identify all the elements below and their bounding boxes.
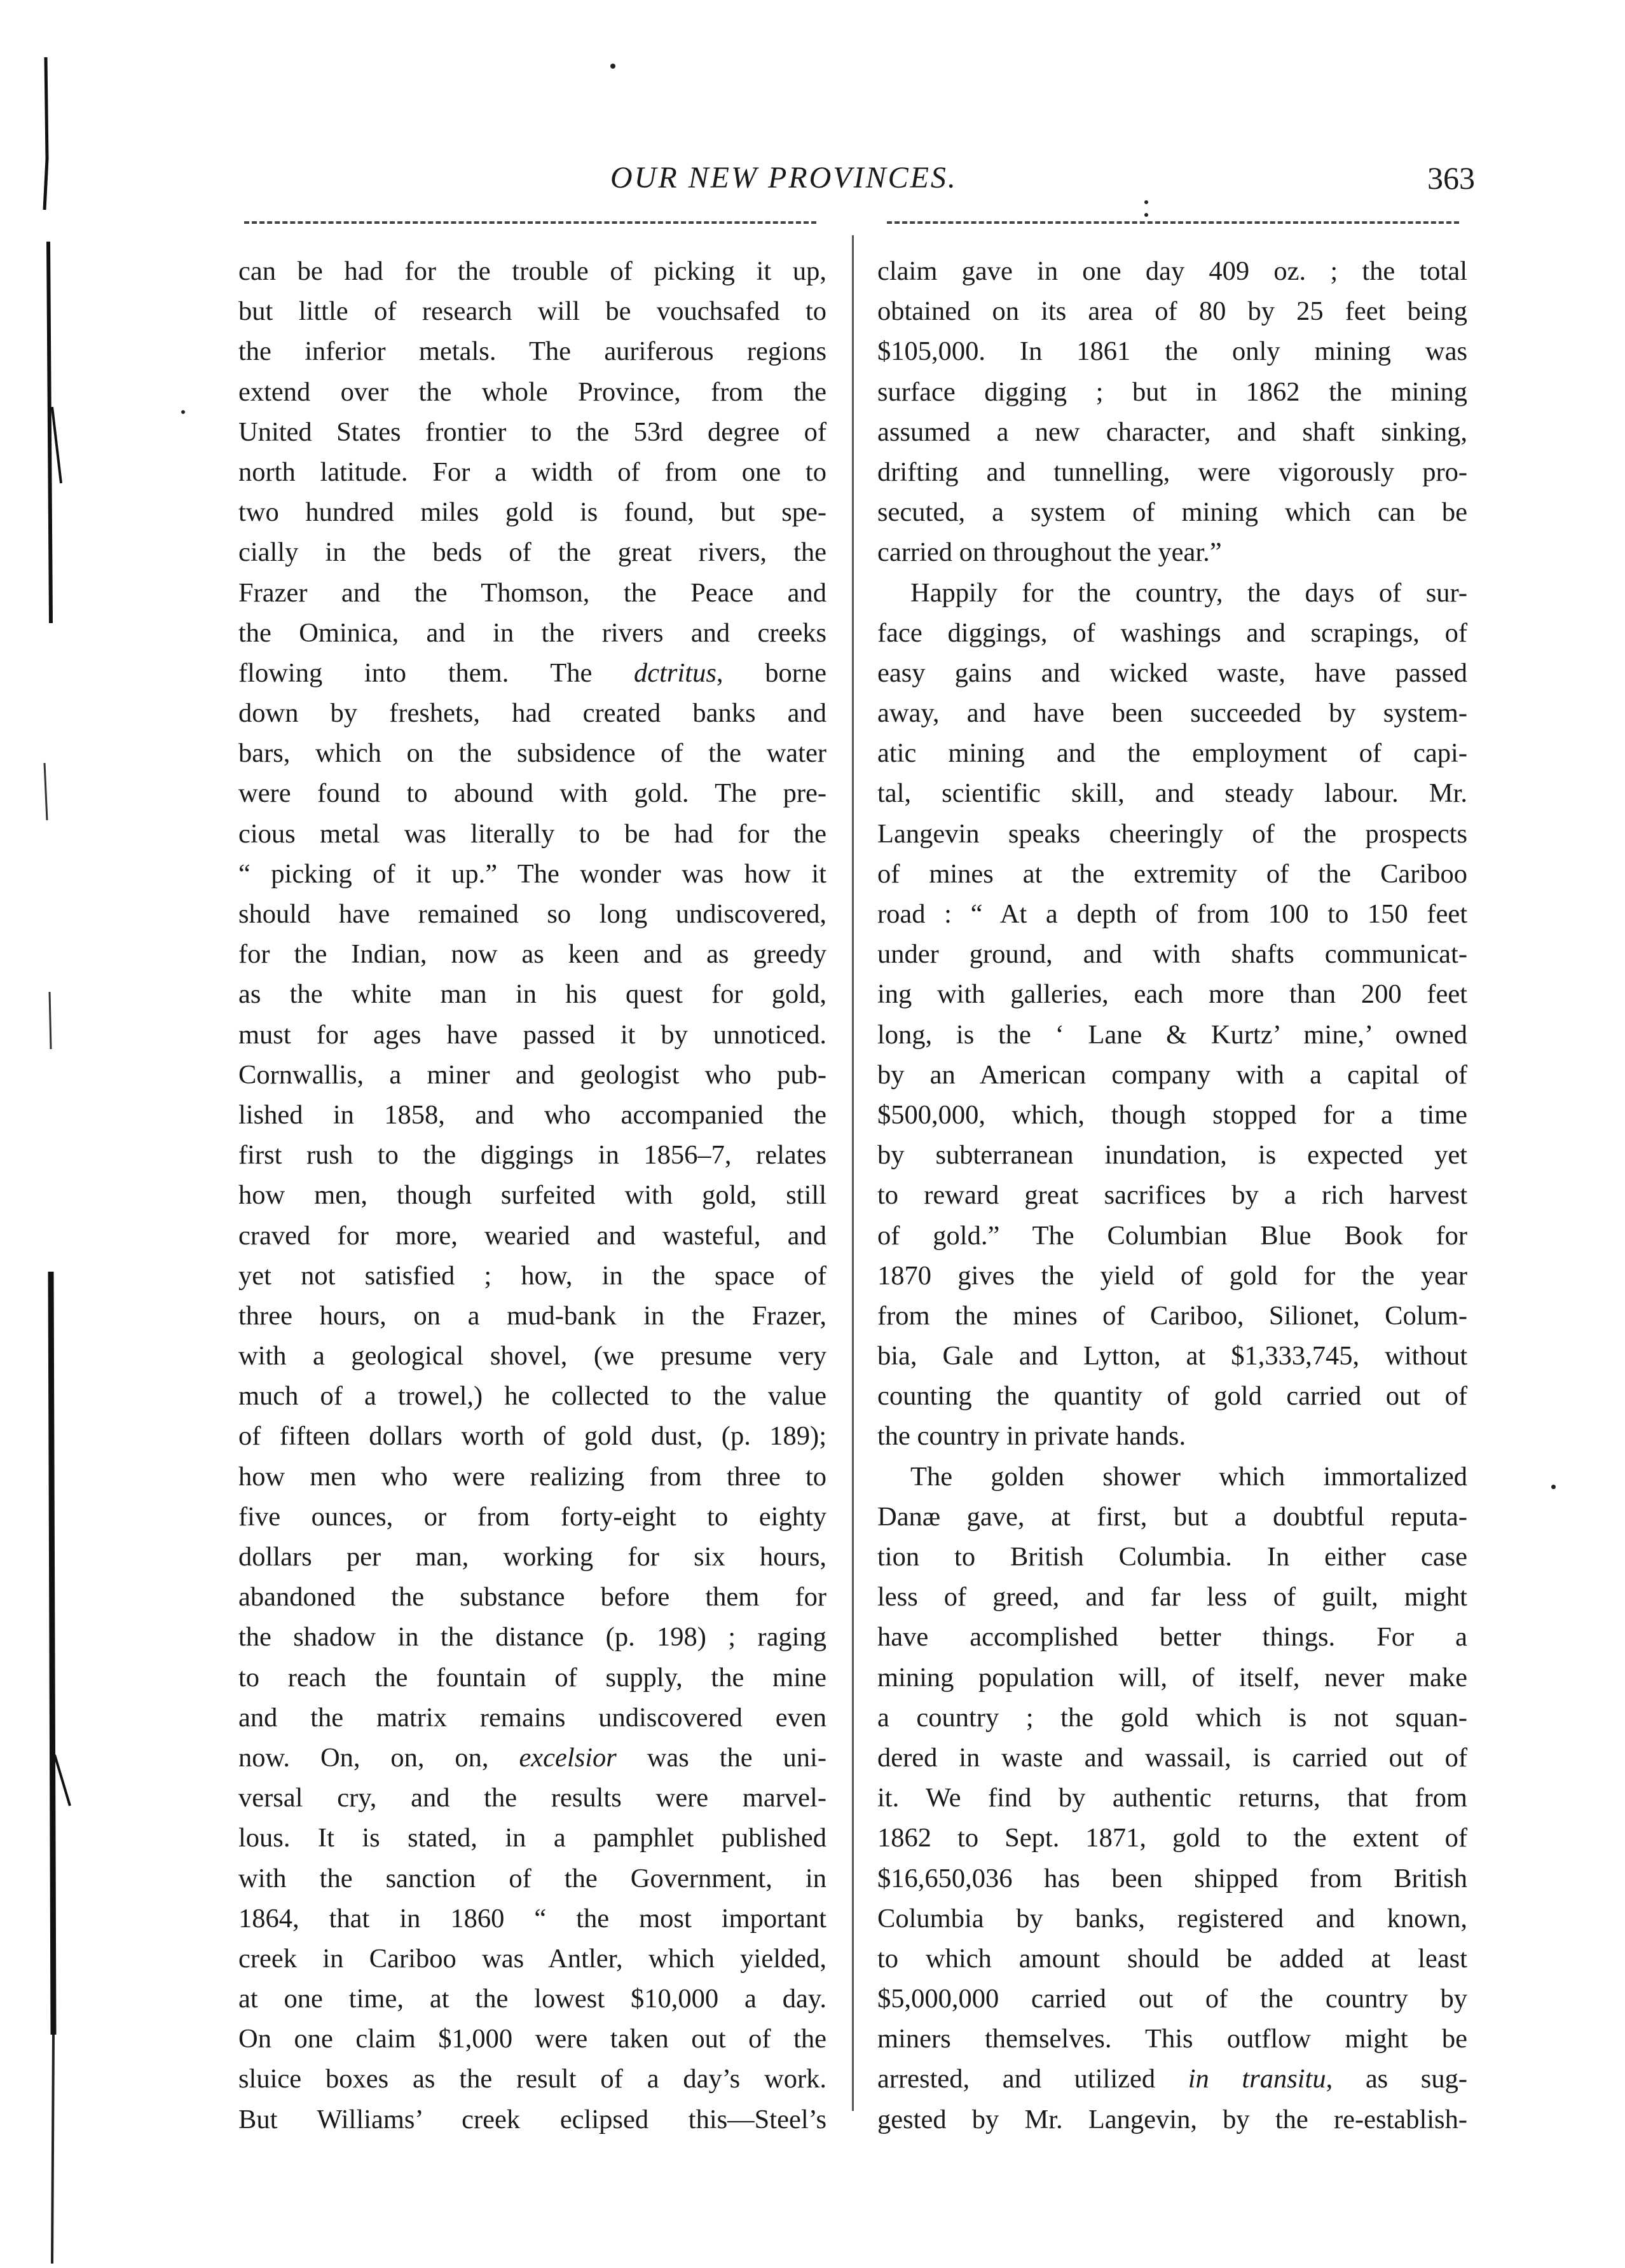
text-line: gested by Mr. Langevin, by the re-establish- bbox=[877, 2104, 1467, 2134]
text-line: first rush to the diggings in 1856–7, relates bbox=[238, 1140, 826, 1171]
text-line: should have remained so long undiscovered, bbox=[238, 899, 826, 929]
binding-edge-marks bbox=[0, 0, 108, 2268]
text-line: and the matrix remains undiscovered even bbox=[238, 1702, 826, 1733]
text-line: much of a trowel,) he collected to the value bbox=[238, 1381, 826, 1412]
text-line: lous. It is stated, in a pamphlet published bbox=[238, 1823, 826, 1853]
right-column bbox=[877, 251, 1467, 2140]
text-line: ing with galleries, each more than 200 feet bbox=[877, 979, 1467, 1010]
text-line: surface digging ; but in 1862 the mining bbox=[877, 376, 1467, 407]
text-line: bia, Gale and Lytton, at $1,333,745, without bbox=[877, 1341, 1467, 1371]
text-line: must for ages have passed it by unnoticed. bbox=[238, 1019, 826, 1050]
text-line: atic mining and the employment of capi- bbox=[877, 738, 1467, 769]
text-line: sluice boxes as the result of a day’s work. bbox=[238, 2064, 826, 2094]
text-line: extend over the whole Province, from the bbox=[238, 376, 826, 407]
text-line: drifting and tunnelling, were vigorously pro- bbox=[877, 457, 1467, 487]
text-line: lished in 1858, and who accompanied the bbox=[238, 1099, 826, 1130]
text-line: with a geological shovel, (we presume very bbox=[238, 1341, 826, 1371]
text-line: to which amount should be added at least bbox=[877, 1943, 1467, 1974]
text-line: by an American company with a capital of bbox=[877, 1059, 1467, 1090]
text-line: to reach the fountain of supply, the mine bbox=[238, 1662, 826, 1693]
text-line: mining population will, of itself, never make bbox=[877, 1662, 1467, 1693]
text-line: two hundred miles gold is found, but spe- bbox=[238, 497, 826, 528]
text-line: of fifteen dollars worth of gold dust, (p. 189); bbox=[238, 1421, 826, 1452]
header-rule-left bbox=[244, 221, 816, 224]
text-line: of mines at the extremity of the Cariboo bbox=[877, 858, 1467, 889]
text-line: versal cry, and the results were marvel- bbox=[238, 1783, 826, 1813]
text-line: assumed a new character, and shaft sinking, bbox=[877, 416, 1467, 447]
text-line: how men who were realizing from three to bbox=[238, 1461, 826, 1492]
text-line: “ picking of it up.” The wonder was how it bbox=[238, 858, 826, 889]
text-line: under ground, and with shafts communicat- bbox=[877, 939, 1467, 970]
page-header bbox=[229, 159, 1475, 210]
text-line: but little of research will be vouchsafed to bbox=[238, 296, 826, 327]
text-line: the country in private hands. bbox=[877, 1421, 1186, 1452]
text-line: from the mines of Cariboo, Silionet, Colum- bbox=[877, 1300, 1467, 1331]
text-line: On one claim $1,000 were taken out of the bbox=[238, 2024, 826, 2054]
text-line: dollars per man, working for six hours, bbox=[238, 1542, 826, 1572]
text-line: it. We find by authentic returns, that from bbox=[877, 1783, 1467, 1813]
text-line: for the Indian, now as keen and as greedy bbox=[238, 939, 826, 970]
text-line: down by freshets, had created banks and bbox=[238, 698, 826, 729]
text-line: arrested, and utilized in transitu, as sug- bbox=[877, 2064, 1467, 2094]
text-line: $16,650,036 has been shipped from British bbox=[877, 1863, 1467, 1893]
text-line: cious metal was literally to be had for the bbox=[238, 818, 826, 849]
text-line: away, and have been succeeded by system- bbox=[877, 698, 1467, 729]
text-line: The golden shower which immortalized bbox=[910, 1461, 1467, 1492]
text-line: the shadow in the distance (p. 198) ; raging bbox=[238, 1622, 826, 1653]
text-line: Columbia by banks, registered and known, bbox=[877, 1903, 1467, 1934]
text-line: with the sanction of the Government, in bbox=[238, 1863, 826, 1893]
text-line: Frazer and the Thomson, the Peace and bbox=[238, 577, 826, 608]
text-line: tion to British Columbia. In either case bbox=[877, 1542, 1467, 1572]
text-line: yet not satisfied ; how, in the space of bbox=[238, 1260, 826, 1291]
text-line: United States frontier to the 53rd degree of bbox=[238, 416, 826, 447]
text-line: abandoned the substance before them for bbox=[238, 1582, 826, 1612]
text-line: carried on throughout the year.” bbox=[877, 537, 1222, 568]
text-line: can be had for the trouble of picking it up, bbox=[238, 256, 826, 286]
text-line: face diggings, of washings and scrapings, of bbox=[877, 617, 1467, 648]
text-line: Danæ gave, at first, but a doubtful reputa- bbox=[877, 1501, 1467, 1532]
text-line: were found to abound with gold. The pre- bbox=[238, 778, 826, 809]
running-title: OUR NEW PROVINCES. bbox=[610, 161, 957, 195]
text-line: dered in waste and wassail, is carried out of bbox=[877, 1742, 1467, 1773]
text-line: long, is the ‘ Lane & Kurtz’ mine,’ owned bbox=[877, 1019, 1467, 1050]
text-line: how men, though surfeited with gold, still bbox=[238, 1180, 826, 1211]
text-line: 1862 to Sept. 1871, gold to the extent of bbox=[877, 1823, 1467, 1853]
text-line: But Williams’ creek eclipsed this—Steel’s bbox=[238, 2104, 826, 2134]
text-line: $105,000. In 1861 the only mining was bbox=[877, 336, 1467, 367]
text-line: to reward great sacrifices by a rich harvest bbox=[877, 1180, 1467, 1211]
text-line: claim gave in one day 409 oz. ; the total bbox=[877, 256, 1467, 286]
text-line: north latitude. For a width of from one to bbox=[238, 457, 826, 487]
text-line: by subterranean inundation, is expected yet bbox=[877, 1140, 1467, 1171]
text-line: tal, scientific skill, and steady labour. Mr. bbox=[877, 778, 1467, 809]
text-line: cially in the beds of the great rivers, the bbox=[238, 537, 826, 568]
column-divider bbox=[852, 235, 854, 2111]
text-line: have accomplished better things. For a bbox=[877, 1622, 1467, 1653]
text-line: Langevin speaks cheeringly of the prospects bbox=[877, 818, 1467, 849]
left-column bbox=[238, 251, 826, 2140]
text-line: five ounces, or from forty-eight to eighty bbox=[238, 1501, 826, 1532]
text-line: counting the quantity of gold carried out of bbox=[877, 1381, 1467, 1412]
header-rule-right bbox=[887, 221, 1459, 224]
text-line: 1864, that in 1860 “ the most important bbox=[238, 1903, 826, 1934]
text-line: $5,000,000 carried out of the country by bbox=[877, 1984, 1467, 2014]
text-line: at one time, at the lowest $10,000 a day. bbox=[238, 1984, 826, 2014]
page-number: 363 bbox=[1427, 160, 1475, 196]
text-line: the Ominica, and in the rivers and creeks bbox=[238, 617, 826, 648]
text-line: bars, which on the subsidence of the water bbox=[238, 738, 826, 769]
text-line: a country ; the gold which is not squan- bbox=[877, 1702, 1467, 1733]
text-line: easy gains and wicked waste, have passed bbox=[877, 657, 1467, 688]
text-line: three hours, on a mud-bank in the Frazer, bbox=[238, 1300, 826, 1331]
text-line: now. On, on, on, excelsior was the uni- bbox=[238, 1742, 826, 1773]
text-line: of gold.” The Columbian Blue Book for bbox=[877, 1220, 1467, 1251]
text-line: Cornwallis, a miner and geologist who pub- bbox=[238, 1059, 826, 1090]
text-line: craved for more, wearied and wasteful, and bbox=[238, 1220, 826, 1251]
text-line: secuted, a system of mining which can be bbox=[877, 497, 1467, 528]
text-line: flowing into them. The dctritus, borne bbox=[238, 657, 826, 688]
text-line: as the white man in his quest for gold, bbox=[238, 979, 826, 1010]
text-line: less of greed, and far less of guilt, might bbox=[877, 1582, 1467, 1612]
text-line: $500,000, which, though stopped for a time bbox=[877, 1099, 1467, 1130]
text-line: 1870 gives the yield of gold for the year bbox=[877, 1260, 1467, 1291]
text-line: the inferior metals. The auriferous regions bbox=[238, 336, 826, 367]
text-line: Happily for the country, the days of sur- bbox=[910, 577, 1467, 608]
text-line: road : “ At a depth of from 100 to 150 feet bbox=[877, 899, 1467, 929]
text-line: creek in Cariboo was Antler, which yielded, bbox=[238, 1943, 826, 1974]
text-line: obtained on its area of 80 by 25 feet being bbox=[877, 296, 1467, 327]
text-line: miners themselves. This outflow might be bbox=[877, 2024, 1467, 2054]
